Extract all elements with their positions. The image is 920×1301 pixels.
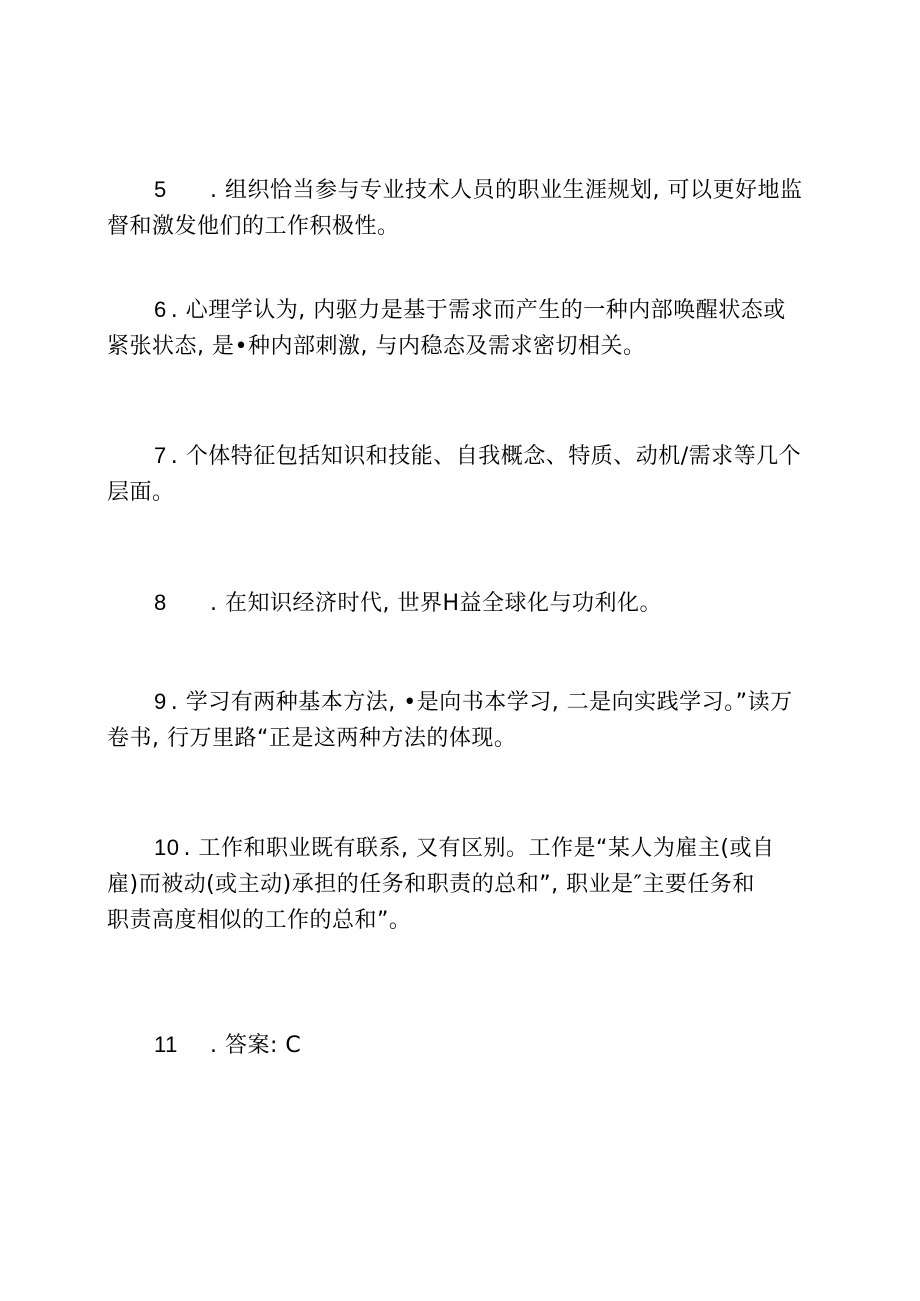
list-item-first-line <box>107 292 827 329</box>
item-text-line: 职责高度相似的工作的总和”。 <box>107 908 412 933</box>
list-item-first-line <box>107 438 827 475</box>
list-item-7 <box>107 438 827 511</box>
list-item-5 <box>107 172 827 245</box>
list-item-9 <box>107 684 827 757</box>
list-item-6 <box>107 292 827 365</box>
item-text-line: . 个体特征包括知识和技能、自我概念、特质、动机/需求等几个 <box>170 444 802 469</box>
item-text-line: 紧张状态, 是•种内部刺激, 与内稳态及需求密切相关。 <box>107 334 646 359</box>
item-number: 10 <box>154 835 180 860</box>
item-text-line: . 在知识经济时代, 世界H益全球化与功利化。 <box>210 591 663 616</box>
item-number: 8 <box>154 590 167 615</box>
item-text-line: 雇)而被动(或主动)承担的任务和职责的总和”, 职业是″主要任务和 <box>107 872 755 897</box>
item-text-line: 督和激发他们的工作积极性。 <box>107 214 400 239</box>
list-item-11 <box>107 1027 827 1064</box>
list-item-first-line <box>107 1027 827 1064</box>
item-number: 11 <box>154 1032 178 1057</box>
item-number: 7 <box>154 443 167 468</box>
list-item-first-line <box>107 830 827 867</box>
item-text-line: . 答案: C <box>210 1033 302 1058</box>
list-item-first-line <box>107 585 827 622</box>
list-item-10 <box>107 830 827 939</box>
item-text-line: . 学习有两种基本方法, •是向书本学习, 二是向实践学习。”读万 <box>170 690 793 715</box>
item-text-line: . 组织恰当参与专业技术人员的职业生涯规划, 可以更好地监 <box>210 178 803 203</box>
item-text-line: 层面。 <box>107 480 175 505</box>
item-number: 9 <box>154 689 167 714</box>
item-text-line: 卷书, 行万里路“正是这两种方法的体现。 <box>107 726 517 751</box>
list-item-8 <box>107 585 827 622</box>
item-number: 6 <box>154 297 167 322</box>
list-item-first-line <box>107 172 827 209</box>
list-item-first-line <box>107 684 827 721</box>
item-text-line: . 心理学认为, 内驱力是基于需求而产生的一种内部唤醒状态或 <box>170 298 786 323</box>
item-text-line: . 工作和职业既有联系, 又有区别。工作是“某人为雇主(或自 <box>183 836 775 861</box>
item-number: 5 <box>154 177 167 202</box>
